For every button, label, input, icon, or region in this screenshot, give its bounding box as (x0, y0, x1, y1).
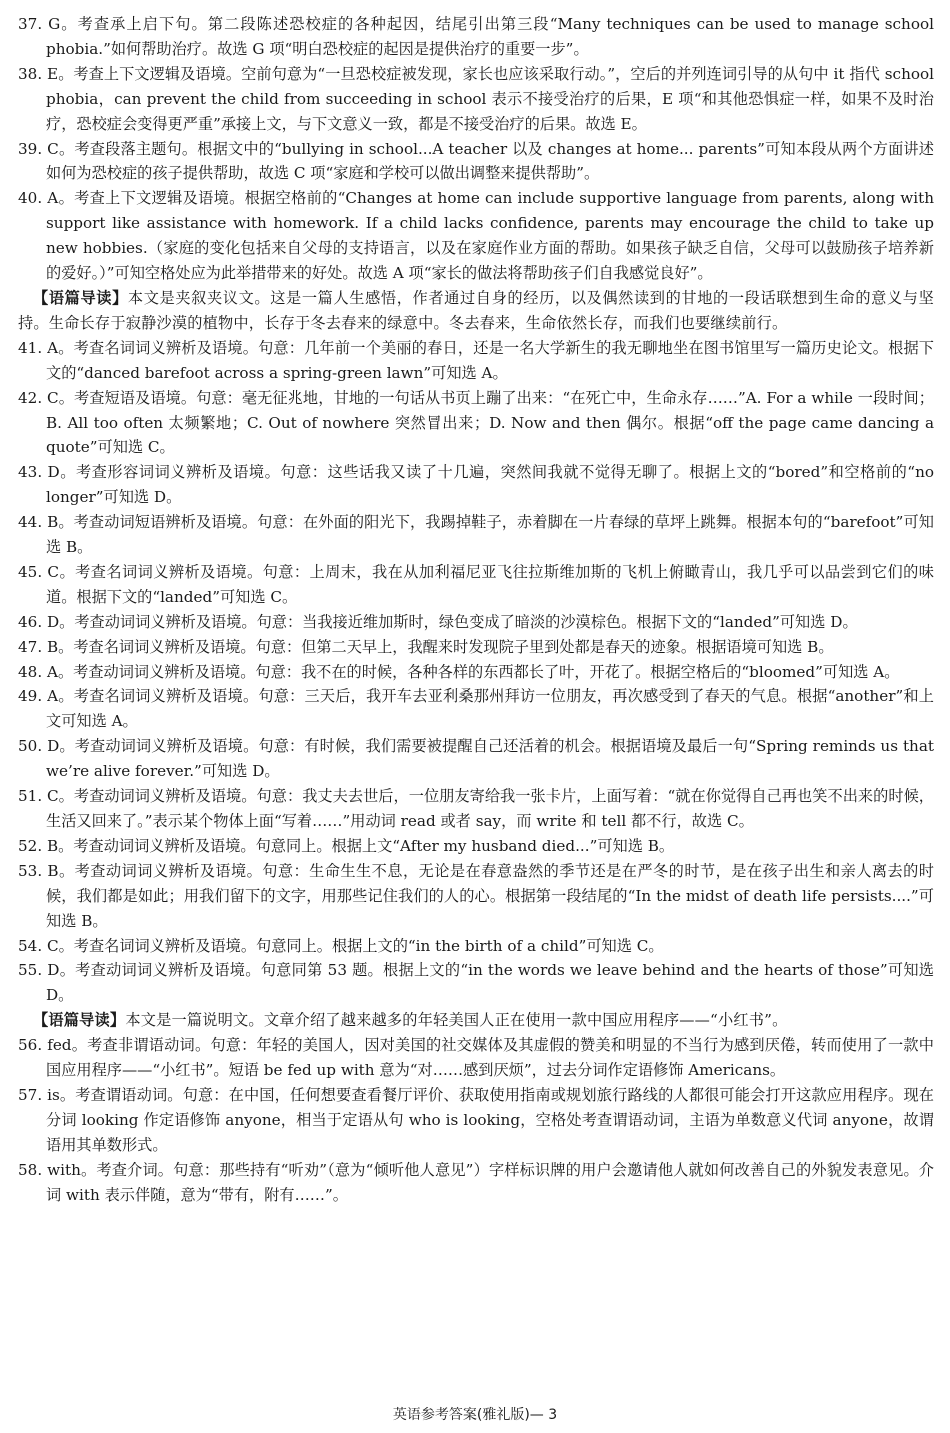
answer-page (18, 12, 934, 1208)
answer-item-q55: 55. D。考查动词词义辨析及语境。句意同第 53 题。根据上文的“in the words we leave behind and the hearts of those”可知选 D。 (18, 961, 934, 1005)
passage-guide-2 (18, 1008, 934, 1033)
answers-41-55 (18, 336, 934, 1008)
answers-37-40 (18, 12, 934, 286)
guide-text: 本文是夹叙夹议文。这是一篇人生感悟，作者通过自身的经历，以及偶然读到的甘地的一段话联想到生命的意义与坚持。生命长存于寂静沙漠的植物中，长存于冬去春来的绿意中。冬去春来，生命依然长存，而我们也要继续前行。 (18, 288, 934, 332)
answer-item-q46: 46. D。考查动词词义辨析及语境。句意：当我接近维加斯时，绿色变成了暗淡的沙漠棕色。根据下文的“landed”可知选 D。 (18, 612, 858, 631)
answer-item-q45: 45. C。考查名词词义辨析及语境。句意：上周末，我在从加利福尼亚飞往拉斯维加斯的飞机上俯瞰青山，我几乎可以品尝到它们的味道。根据下文的“landed”可知选 C。 (18, 562, 934, 606)
answer-item-q57: 57. is。考查谓语动词。句意：在中国，任何想要查看餐厅评价、获取使用指南或规划旅行路线的人都很可能会打开这款应用程序。现在分词 looking 作定语修饰 anyone，相当于定语从句 who is looking，空格处考查谓语动词，主语为单数意义代词 anyone，故谓语用其单数形式。 (18, 1085, 934, 1154)
answers-56-58 (18, 1033, 934, 1207)
answer-item-q42: 42. C。考查短语及语境。句意：毫无征兆地，甘地的一句话从书页上蹦了出来：“在死亡中，生命永存……”A. For a while 一段时间；B. All too often 太频繁地；C. Out of nowhere 突然冒出来；D. Now and then 偶尔。根据“off the page came dancing a quote”可知选 C。 (18, 388, 934, 457)
page-footer: 英语参考答案(雅礼版)— 3 (392, 1407, 558, 1423)
guide-tag: 【语篇导读】 (33, 1011, 126, 1030)
answer-item-q37: 37. G。考查承上启下句。第二段陈述恐校症的各种起因，结尾引出第三段“Many techniques can be used to manage school phobia.”如何帮助治疗。故选 G 项“明白恐校症的起因是提供治疗的重要一步”。 (18, 15, 934, 58)
answer-item-q53: 53. B。考查动词词义辨析及语境。句意：生命生生不息，无论是在春意盎然的季节还是在严冬的时节，是在孩子出生和亲人离去的时候，我们都是如此；用我们留下的文字，用那些记住我们的人的心。根据第一段结尾的“In the midst of death life persists....”可知选 B。 (18, 861, 934, 930)
answer-item-q38: 38. E。考查上下文逻辑及语境。空前句意为“一旦恐校症被发现，家长也应该采取行动。”，空后的并列连词引导的从句中 it 指代 school phobia，can prevent the child from succeeding in school 表示不接受治疗的后果，E 项“和其他恐惧症一样，如果不及时治疗，恐校症会变得更严重”承接上文，与下文意义一致，都是不接受治疗的后果。故选 E。 (18, 64, 934, 133)
answer-item-q56: 56. fed。考查非谓语动词。句意：年轻的美国人，因对美国的社交媒体及其虚假的赞美和明显的不当行为感到厌倦，转而使用了一款中国应用程序——“小红书”。短语 be fed up with 意为“对……感到厌烦”，过去分词作定语修饰 Americans。 (18, 1036, 934, 1080)
passage-guide-1 (18, 286, 934, 336)
answer-item-q41: 41. A。考查名词词义辨析及语境。句意：几年前一个美丽的春日，还是一名大学新生的我无聊地坐在图书馆里写一篇历史论文。根据下文的“danced barefoot across a spring-green lawn”可知选 A。 (18, 338, 934, 382)
answer-item-q54: 54. C。考查名词词义辨析及语境。句意同上。根据上文的“in the birth of a child”可知选 C。 (18, 936, 664, 955)
guide-tag: 【语篇导读】 (33, 288, 128, 307)
answer-item-q51: 51. C。考查动词词义辨析及语境。句意：我丈夫去世后，一位朋友寄给我一张卡片，上面写着：“就在你觉得自己再也笑不出来的时候，生活又回来了。”表示某个物体上面“写着……”用动词 read 或者 say，而 write 和 tell 都不行，故选 C。 (18, 787, 934, 830)
answer-item-q50: 50. D。考查动词词义辨析及语境。句意：有时候，我们需要被提醒自己还活着的机会。根据语境及最后一句“Spring reminds us that we’re alive forever.”可知选 D。 (18, 737, 934, 781)
answer-item-q49: 49. A。考查名词词义辨析及语境。句意：三天后，我开车去亚利桑那州拜访一位朋友，再次感受到了春天的气息。根据“another”和上文可知选 A。 (18, 687, 934, 731)
answer-item-q40: 40. A。考查上下文逻辑及语境。根据空格前的“Changes at home can include supportive language from parents, along with support like assistance with homework. If a child lacks confidence, parents may encourage the child to take up new hobbies.（家庭的变化包括来自父母的支持语言，以及在家庭作业方面的帮助。如果孩子缺乏自信，父母可以鼓励孩子培养新的爱好。）”可知空格处应为此举措带来的好处。故选 A 项“家长的做法将帮助孩子们自我感觉良好”。 (18, 189, 934, 283)
answer-item-q39: 39. C。考查段落主题句。根据文中的“bullying in school...A teacher 以及 changes at home... parents”可知本段从两个方面讲述如何为恐校症的孩子提供帮助，故选 C 项“家庭和学校可以做出调整来提供帮助”。 (18, 139, 934, 183)
guide-text: 本文是一篇说明文。文章介绍了越来越多的年轻美国人正在使用一款中国应用程序——“小红书”。 (125, 1011, 788, 1030)
answer-item-q58: 58. with。考查介词。句意：那些持有“听劝”（意为“倾听他人意见”）字样标识牌的用户会邀请他人就如何改善自己的外貌发表意见。介词 with 表示伴随，意为“带有，附有……”。 (18, 1160, 934, 1204)
answer-item-q52: 52. B。考查动词词义辨析及语境。句意同上。根据上文“After my husband died...”可知选 B。 (18, 836, 675, 855)
answer-item-q47: 47. B。考查名词词义辨析及语境。句意：但第二天早上，我醒来时发现院子里到处都是春天的迹象。根据语境可知选 B。 (18, 637, 834, 656)
answer-item-q44: 44. B。考查动词短语辨析及语境。句意：在外面的阳光下，我踢掉鞋子，赤着脚在一片春绿的草坪上跳舞。根据本句的“barefoot”可知选 B。 (18, 513, 934, 557)
answer-item-q48: 48. A。考查动词词义辨析及语境。句意：我不在的时候，各种各样的东西都长了叶，开花了。根据空格后的“bloomed”可知选 A。 (18, 662, 900, 681)
answer-item-q43: 43. D。考查形容词词义辨析及语境。句意：这些话我又读了十几遍，突然间我就不觉得无聊了。根据上文的“bored”和空格前的“no longer”可知选 D。 (18, 463, 934, 507)
